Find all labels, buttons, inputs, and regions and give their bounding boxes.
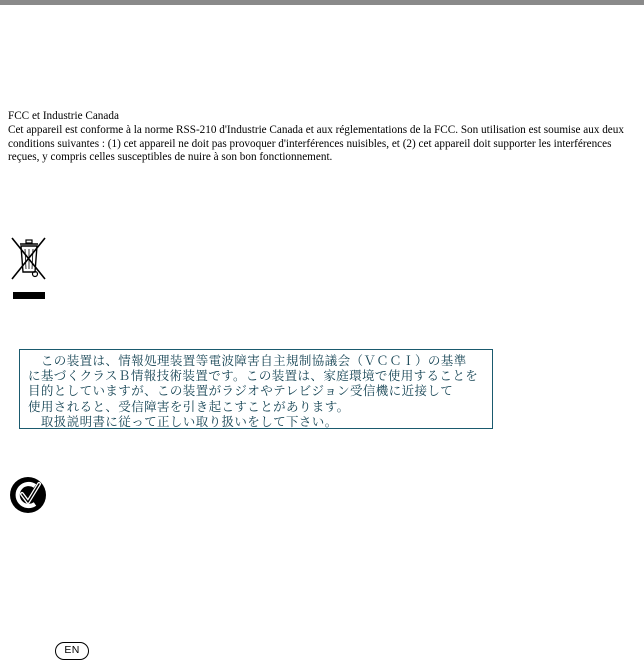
weee-bin-icon bbox=[8, 234, 50, 304]
vcci-line: 目的としていますが、この装置がラジオやテレビジョン受信機に近接して bbox=[28, 383, 454, 399]
c-tick-icon bbox=[8, 475, 48, 515]
fcc-heading: FCC et Industrie Canada bbox=[8, 110, 119, 122]
language-badge: EN bbox=[55, 642, 89, 660]
fcc-notice bbox=[8, 110, 634, 165]
vcci-line: に基づくクラスＢ情報技術装置です。この装置は、家庭環境で使用することを bbox=[28, 368, 479, 384]
vcci-line: 使用されると、受信障害を引き起こすことがあります。 bbox=[28, 398, 350, 414]
header-rule bbox=[0, 0, 644, 5]
vcci-notice-box bbox=[19, 349, 493, 429]
fcc-body-text: Cet appareil est conforme à la norme RSS-210 d'Industrie Canada et aux réglementations de la FCC. Son utilisation est soumise aux deux conditions suivantes : (1) cet appareil ne doit pas provoquer d'interférences nuisibles, et (2) cet appareil doit supporter les interférences reçues, y compris celles susceptibles de nuire à son bon fonctionnement. bbox=[8, 123, 624, 164]
vcci-line: この装置は、情報処理装置等電波障害自主規制協議会（ＶＣＣＩ）の基準 bbox=[28, 353, 467, 368]
vcci-line: 取扱説明書に従って正しい取り扱いをして下さい。 bbox=[28, 413, 338, 429]
